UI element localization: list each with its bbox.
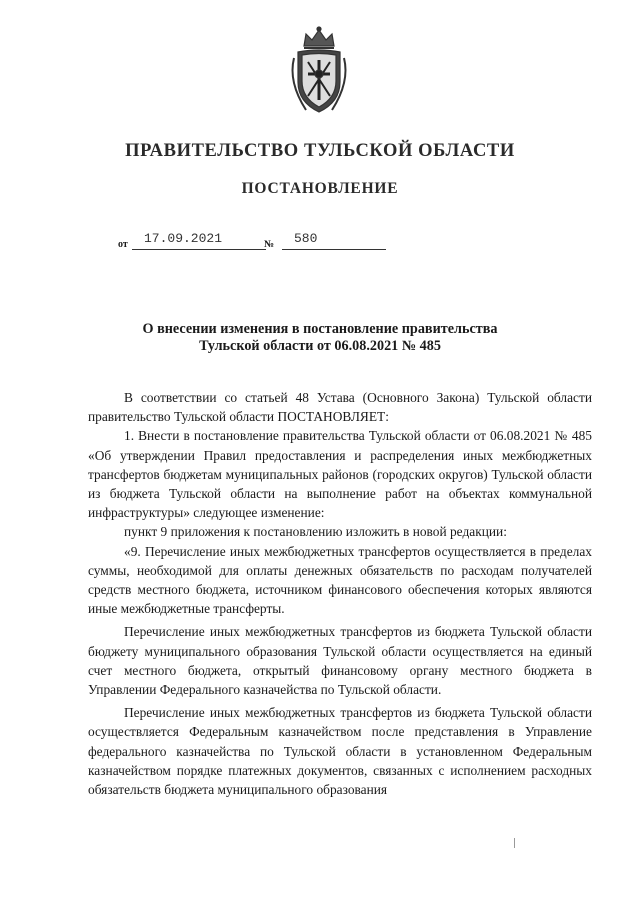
date-label: от <box>118 239 128 250</box>
heading-line-1: О внесении изменения в постановление правительства <box>142 321 498 337</box>
paragraph: Перечисление иных межбюджетных трансфертов из бюджета Тульской области бюджету муниципального образования Тульской области осуществляется на единый счет местного бюджета, открытый финансовому органу местного бюджета в Управлении Федерального казначейства по Тульской области. <box>88 624 592 698</box>
registration-line <box>118 228 388 250</box>
paragraph: 1. Внести в постановление правительства Тульской области от 06.08.2021 № 485 «Об утверждении Правил предоставления и распределения иных межбюджетных трансфертов бюджетам муниципальных районов (городских округов) Тульской области из бюджета Тульской области на выполнение работ на объектах коммунальной инфраструктуры» следующее изменение: <box>88 428 592 521</box>
date-field: 17.09.2021 <box>132 231 266 250</box>
coat-of-arms-icon <box>284 24 354 116</box>
paragraph: пункт 9 приложения к постановлению изложить в новой редакции: <box>124 524 507 540</box>
paragraph: В соответствии со статьей 48 Устава (Основного Закона) Тульской области правительство Тульской области ПОСТАНОВЛЯЕТ: <box>88 390 592 425</box>
number-field: 580 <box>282 231 386 250</box>
scan-mark <box>514 838 515 848</box>
heading-line-2: Тульской области от 06.08.2021 № 485 <box>199 338 441 354</box>
document-heading <box>60 321 580 355</box>
paragraph: Перечисление иных межбюджетных трансфертов из бюджета Тульской области осуществляется Федеральным казначейством после представления в Управление федерального казначейства по Тульской области в установленном Федеральным казначейством порядке платежных документов, связанных с исполнением расходных обязательств бюджета муниципального образования <box>88 705 592 798</box>
number-label: № <box>264 239 275 250</box>
document-body <box>88 388 592 799</box>
paragraph: «9. Перечисление иных межбюджетных трансфертов осуществляется в пределах суммы, необходимой для оплаты денежных обязательств по расходам получателей средств местного бюджета, источником финансового обеспечения которых являются иные межбюджетные трансферты. <box>88 543 592 617</box>
government-title: ПРАВИТЕЛЬСТВО ТУЛЬСКОЙ ОБЛАСТИ <box>125 141 515 161</box>
document-type: ПОСТАНОВЛЕНИЕ <box>241 180 399 197</box>
